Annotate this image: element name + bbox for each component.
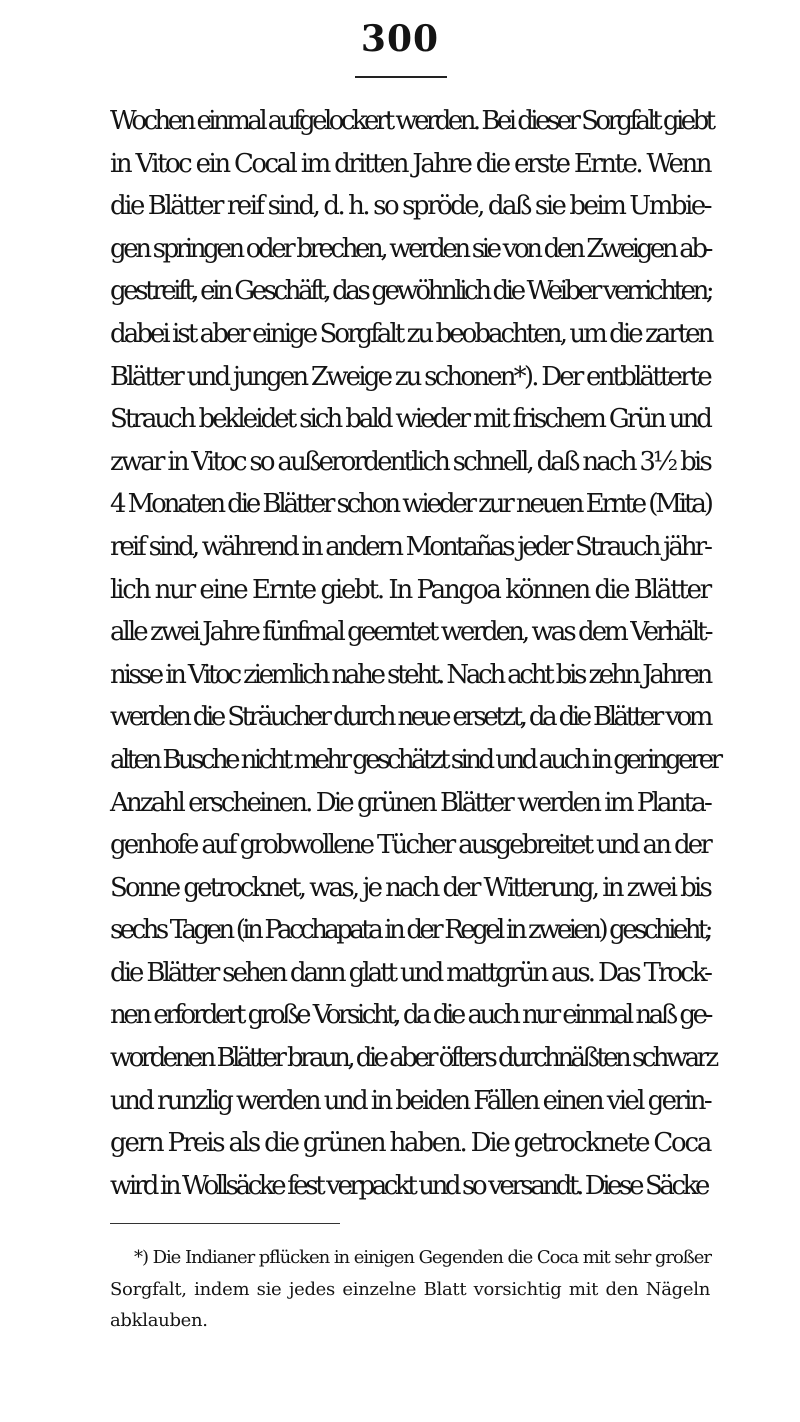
text-line: gestreift, ein Geschäft, das gewöhnlich die Weiber verrichten; (110, 276, 712, 307)
body-text (110, 100, 720, 1207)
text-line: genhofe auf grobwollene Tücher ausgebreitet und an der (110, 830, 710, 861)
text-line: nisse in Vitoc ziemlich nahe steht. Nach acht bis zehn Jahren (110, 659, 710, 690)
text-line: nen erfordert große Vorsicht, da die auch nur einmal naß ge- (110, 1000, 710, 1031)
footnote (110, 1242, 710, 1337)
text-line: alle zwei Jahre fünfmal geerntet werden, was dem Verhält- (110, 617, 711, 648)
text-line: lich nur eine Ernte giebt. In Pangoa können die Blätter (110, 574, 710, 605)
text-line: Sonne getrocknet, was, je nach der Witterung, in zwei bis (110, 872, 710, 903)
text-line: Strauch bekleidet sich bald wieder mit frischem Grün und (110, 404, 710, 435)
footnote-line: abklauben. (110, 1310, 208, 1331)
text-line: in Vitoc ein Cocal im dritten Jahre die erste Ernte. Wenn (110, 148, 710, 179)
text-line: reif sind, während in andern Montañas jeder Strauch jähr- (110, 531, 710, 562)
text-line: alten Busche nicht mehr geschätzt sind und auch in geringerer (110, 744, 720, 775)
text-line: sechs Tagen (in Pacchapata in der Regel in zweien) geschieht; (110, 915, 710, 946)
text-line: werden die Sträucher durch neue ersetzt, da die Blätter vom (110, 702, 710, 733)
footnote-line: *) Die Indianer pflücken in einigen Gegenden die Coca mit sehr großer (134, 1247, 711, 1268)
text-line: die Blätter sehen dann glatt und mattgrün aus. Das Trock- (110, 957, 710, 988)
text-line: zwar in Vitoc so außerordentlich schnell, daß nach 3½ bis (110, 446, 710, 477)
text-line: 4 Monaten die Blätter schon wieder zur neuen Ernte (Mita) (110, 489, 711, 520)
text-line: wird in Wollsäcke fest verpackt und so versandt. Diese Säcke (110, 1170, 707, 1201)
text-line: Wochen einmal aufgelockert werden. Bei dieser Sorgfalt giebt (110, 106, 713, 136)
text-line: wordenen Blätter braun, die aber öfters durchnäßten schwarz (110, 1043, 716, 1074)
text-line: die Blätter reif sind, d. h. so spröde, daß sie beim Umbie- (110, 191, 710, 222)
text-line: dabei ist aber einige Sorgfalt zu beobachten, um die zarten (110, 318, 712, 349)
text-line: gern Preis als die grünen haben. Die getrocknete Coca (110, 1128, 711, 1159)
text-line: Anzahl erscheinen. Die grünen Blätter werden im Planta- (110, 787, 710, 818)
page-number-underline (355, 76, 447, 78)
page-number: 300 (360, 18, 440, 60)
footnote-line: Sorgfalt, indem sie jedes einzelne Blatt vorsichtig mit den Nägeln (110, 1278, 710, 1300)
text-line: und runzlig werden und in beiden Fällen einen viel gerin- (110, 1085, 710, 1116)
footnote-divider (110, 1223, 340, 1224)
text-line: gen springen oder brechen, werden sie von den Zweigen ab- (110, 233, 710, 264)
text-line: Blätter und jungen Zweige zu schonen*). Der entblätterte (110, 361, 710, 392)
